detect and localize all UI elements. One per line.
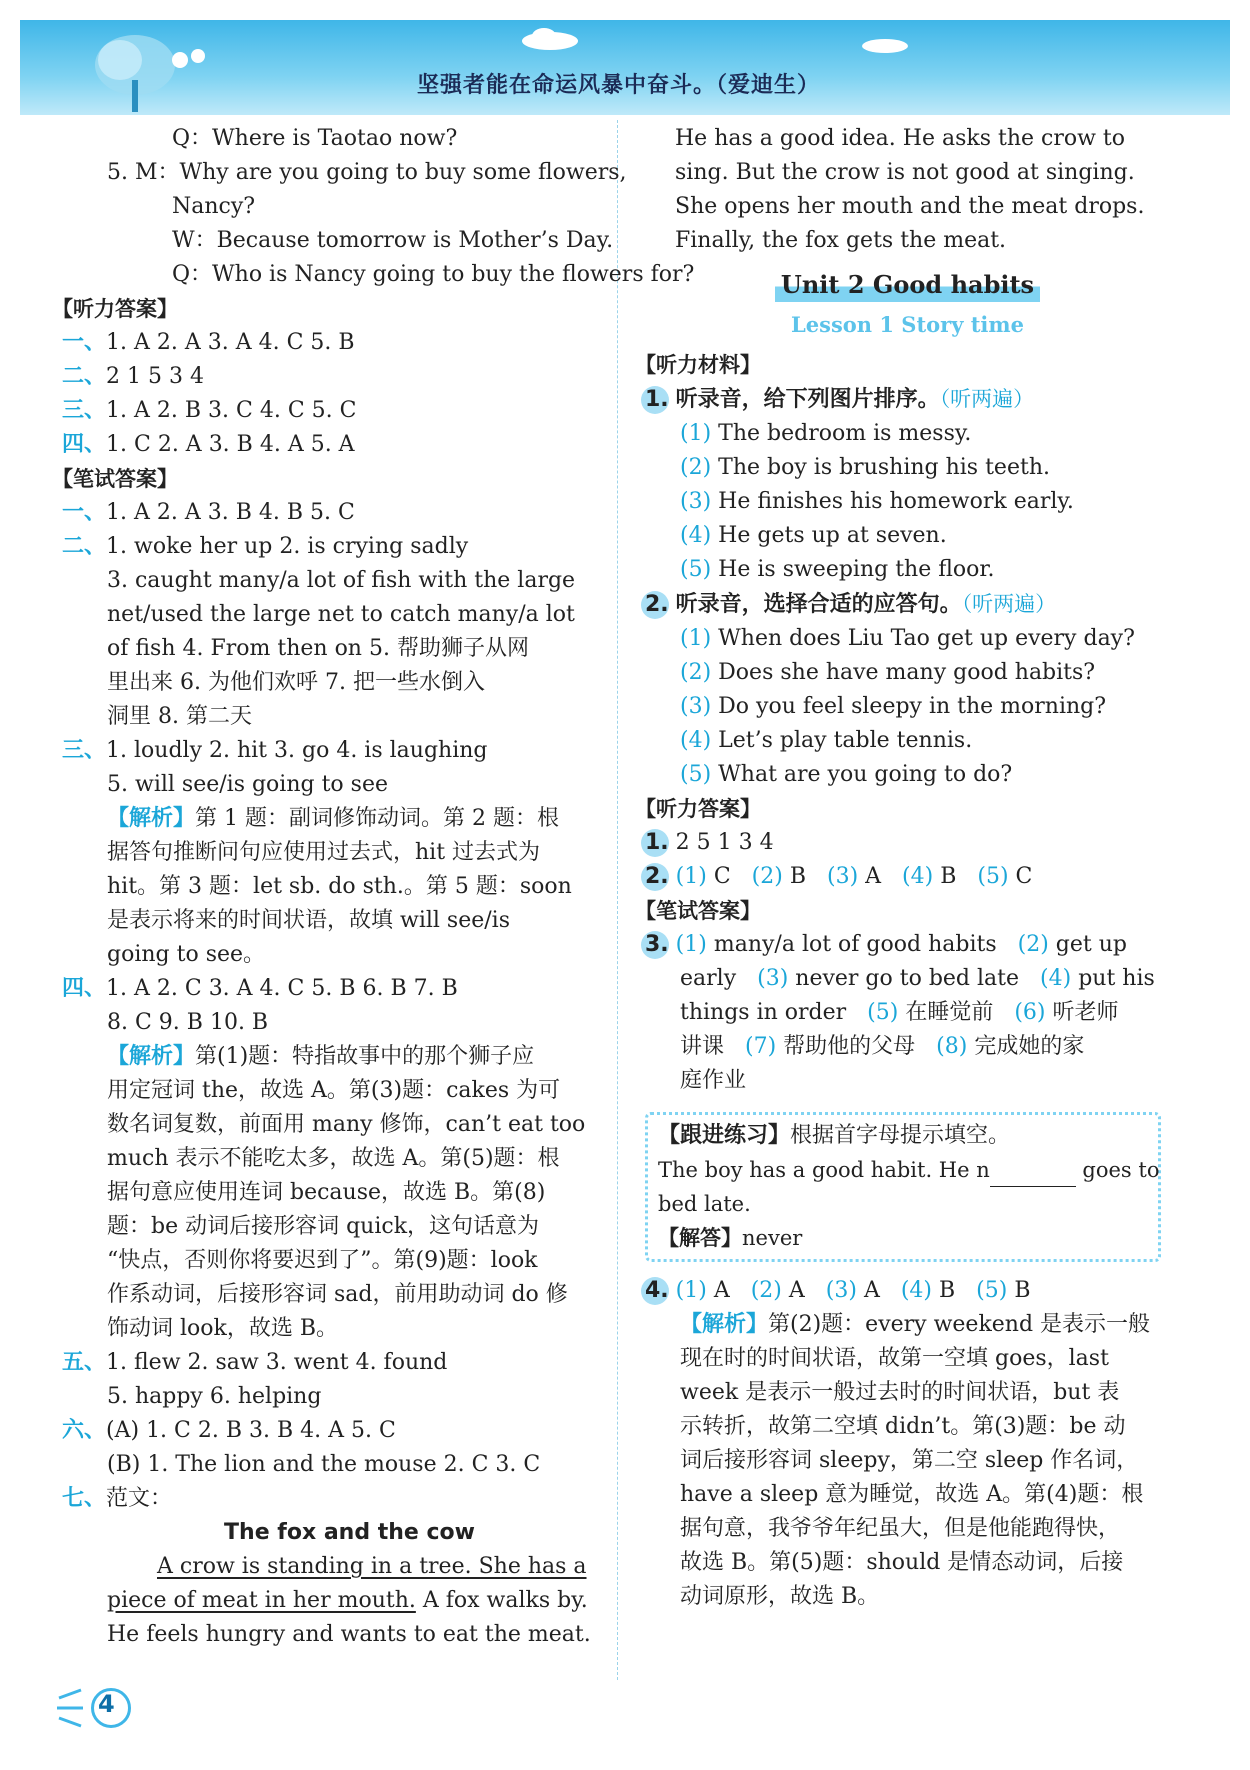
item-number: (5) bbox=[867, 1000, 899, 1025]
section-heading: 【听力材料】 bbox=[635, 353, 761, 377]
item-text: The bedroom is messy. bbox=[718, 421, 972, 446]
item-number: (2) bbox=[750, 1278, 782, 1303]
item-number: (1) bbox=[675, 932, 707, 957]
item-number: (4) bbox=[680, 523, 712, 548]
item-number: (3) bbox=[757, 966, 789, 991]
analysis-text: going to see。 bbox=[107, 942, 266, 967]
answer: things in order bbox=[680, 1000, 847, 1025]
item-text: What are you going to do? bbox=[718, 762, 1013, 787]
answer-line: 1. woke her up 2. is crying sadly bbox=[106, 534, 469, 559]
answer-line: of fish 4. From then on 5. 帮助狮子从网 bbox=[107, 636, 529, 661]
item-number: (8) bbox=[936, 1034, 968, 1059]
practice-question: The boy has a good habit. He n bbox=[658, 1158, 990, 1182]
essay-text: He feels hungry and wants to eat the meat. bbox=[107, 1622, 591, 1647]
page-decoration-icon bbox=[55, 1688, 89, 1728]
analysis-text: 是表示将来的时间状语，故填 will see/is bbox=[107, 908, 510, 933]
essay-text: He has a good idea. He asks the crow to bbox=[675, 126, 1126, 151]
answer-tag: 【解答】 bbox=[658, 1226, 742, 1250]
item-number: (7) bbox=[745, 1034, 777, 1059]
answer-blank bbox=[990, 1162, 1076, 1187]
question-text: 听录音，选择合适的应答句。 bbox=[675, 592, 962, 617]
answer-line: 洞里 8. 第二天 bbox=[107, 704, 252, 729]
essay-text: She opens her mouth and the meat drops. bbox=[675, 194, 1145, 219]
answer: A bbox=[788, 1278, 805, 1303]
item-number: (3) bbox=[680, 694, 712, 719]
analysis-text: 饰动词 look，故选 B。 bbox=[107, 1316, 339, 1341]
cloud-icon bbox=[860, 34, 910, 54]
analysis-text: 据答句推断问句应使用过去式，hit 过去式为 bbox=[107, 840, 541, 865]
item-number: (5) bbox=[680, 557, 712, 582]
answer-line: 1. A 2. A 3. A 4. C 5. B bbox=[106, 330, 355, 355]
item-text: Does she have many good habits? bbox=[718, 660, 1096, 685]
item-text: When does Liu Tao get up every day? bbox=[718, 626, 1135, 651]
analysis-text: 题：be 动词后接形容词 quick，这句话意为 bbox=[107, 1214, 540, 1239]
item-number: (3) bbox=[825, 1278, 857, 1303]
text-line: 5. M：Why are you going to buy some flowers, bbox=[107, 160, 627, 185]
answer-line: 2 1 5 3 4 bbox=[106, 364, 204, 389]
analysis-text: 据句意应使用连词 because，故选 B。第(8) bbox=[107, 1180, 546, 1205]
item-number: (4) bbox=[1040, 966, 1072, 991]
answer-line: (A) 1. C 2. B 3. B 4. A 5. C bbox=[106, 1418, 396, 1443]
answer-line: 1. flew 2. saw 3. went 4. found bbox=[106, 1350, 448, 1375]
section-heading: 【笔试答案】 bbox=[635, 899, 761, 923]
section-heading: 【听力答案】 bbox=[635, 797, 761, 821]
answer: 帮助他的父母 bbox=[783, 1034, 916, 1059]
analysis-tag: 【解析】 bbox=[107, 806, 196, 831]
analysis-text: 数名词复数，前面用 many 修饰，can’t eat too bbox=[107, 1112, 586, 1137]
practice-answer: never bbox=[742, 1226, 803, 1250]
follow-up-practice-box bbox=[645, 1112, 1161, 1262]
essay-text: piece of meat in her mouth. bbox=[107, 1588, 416, 1613]
item-number: (4) bbox=[680, 728, 712, 753]
item-text: He is sweeping the floor. bbox=[718, 557, 995, 582]
text-line: W：Because tomorrow is Mother’s Day. bbox=[172, 228, 614, 253]
item-number: (1) bbox=[675, 864, 707, 889]
analysis-text: 据句意，我爷爷年纪虽大，但是他能跑得快， bbox=[680, 1516, 1121, 1541]
question-note: （听两遍） bbox=[961, 592, 1057, 616]
answer-line: 范文： bbox=[106, 1486, 173, 1511]
essay-text: sing. But the crow is not good at singing. bbox=[675, 160, 1135, 185]
analysis-tag: 【解析】 bbox=[680, 1312, 769, 1337]
answer: A bbox=[713, 1278, 730, 1303]
item-number: (1) bbox=[675, 1278, 707, 1303]
question-note: （听两遍） bbox=[939, 387, 1035, 411]
answer: B bbox=[940, 864, 957, 889]
item-number: (2) bbox=[751, 864, 783, 889]
item-number: (6) bbox=[1014, 1000, 1046, 1025]
practice-instruction: 根据首字母提示填空。 bbox=[790, 1123, 1011, 1148]
analysis-text: have a sleep 意为睡觉，故选 A。第(4)题：根 bbox=[680, 1482, 1144, 1507]
left-column bbox=[52, 122, 695, 1652]
analysis-text: 动词原形，故选 B。 bbox=[680, 1584, 880, 1609]
answer: A bbox=[863, 1278, 880, 1303]
section-tag: 二、 bbox=[62, 364, 107, 389]
section-heading: 【笔试答案】 bbox=[52, 467, 178, 491]
analysis-text: much 表示不能吃太多，故选 A。第(5)题：根 bbox=[107, 1146, 560, 1171]
essay-text: A fox walks by. bbox=[415, 1588, 588, 1613]
question-number: 1. bbox=[645, 826, 669, 860]
question-text: 听录音，给下列图片排序。 bbox=[675, 387, 940, 412]
section-tag: 四、 bbox=[62, 976, 107, 1001]
text-line: Q：Who is Nancy going to buy the flowers for? bbox=[172, 262, 695, 287]
answer-line: 1. A 2. C 3. A 4. C 5. B 6. B 7. B bbox=[106, 976, 458, 1001]
answer-line: 5. happy 6. helping bbox=[107, 1384, 322, 1409]
lesson-title: Lesson 1 Story time bbox=[791, 312, 1024, 337]
question-number: 2. bbox=[645, 860, 669, 894]
answer-line: 1. C 2. A 3. B 4. A 5. A bbox=[106, 432, 355, 457]
header-banner bbox=[20, 20, 1230, 115]
answer: many/a lot of good habits bbox=[713, 932, 997, 957]
answer-line: (B) 1. The lion and the mouse 2. C 3. C bbox=[107, 1452, 541, 1477]
analysis-text: 现在时的时间状语，故第一空填 goes，last bbox=[680, 1346, 1109, 1371]
item-number: (5) bbox=[680, 762, 712, 787]
answer: A bbox=[865, 864, 882, 889]
analysis-text: hit。第 3 题：let sb. do sth.。第 5 题：soon bbox=[107, 874, 572, 899]
item-number: (4) bbox=[902, 864, 934, 889]
analysis-tag: 【解析】 bbox=[107, 1044, 196, 1069]
tree-icon bbox=[90, 30, 210, 115]
right-column bbox=[635, 122, 1170, 1614]
item-number: (5) bbox=[976, 1278, 1008, 1303]
item-number: (1) bbox=[680, 626, 712, 651]
section-tag: 七、 bbox=[62, 1486, 107, 1511]
essay-text: A crow is standing in a tree. She has a bbox=[157, 1554, 587, 1579]
question-number: 2. bbox=[645, 588, 669, 622]
section-tag: 一、 bbox=[62, 330, 107, 355]
answer-line: 里出来 6. 为他们欢呼 7. 把一些水倒入 bbox=[107, 670, 485, 695]
section-tag: 一、 bbox=[62, 500, 107, 525]
answer-line: 1. A 2. A 3. B 4. B 5. C bbox=[106, 500, 355, 525]
analysis-text: week 是表示一般过去时的时间状语，but 表 bbox=[680, 1380, 1120, 1405]
practice-tag: 【跟进练习】 bbox=[658, 1123, 791, 1148]
analysis-text: 词后接形容词 sleepy，第二空 sleep 作名词， bbox=[680, 1448, 1139, 1473]
answer: 完成她的家 bbox=[974, 1034, 1085, 1059]
motto: 坚强者能在命运风暴中奋斗。（爱迪生） bbox=[416, 73, 820, 98]
section-tag: 四、 bbox=[62, 432, 107, 457]
answer-line: 1. A 2. B 3. C 4. C 5. C bbox=[106, 398, 357, 423]
text-line: Q：Where is Taotao now? bbox=[172, 126, 458, 151]
section-tag: 五、 bbox=[62, 1350, 107, 1375]
page-number: 4 bbox=[98, 1690, 115, 1718]
item-text: The boy is brushing his teeth. bbox=[718, 455, 1050, 480]
section-tag: 六、 bbox=[62, 1418, 107, 1443]
answer: get up bbox=[1055, 932, 1127, 957]
answer-line: 1. loudly 2. hit 3. go 4. is laughing bbox=[106, 738, 488, 763]
question-number: 4. bbox=[645, 1274, 669, 1308]
answer: C bbox=[713, 864, 731, 889]
item-number: (3) bbox=[680, 489, 712, 514]
column-divider bbox=[617, 120, 618, 1680]
answer-line: 5. will see/is going to see bbox=[107, 772, 388, 797]
unit-title: Unit 2 Good habits bbox=[775, 268, 1040, 302]
item-text: He gets up at seven. bbox=[718, 523, 947, 548]
answer: never go to bed late bbox=[795, 966, 1020, 991]
item-number: (5) bbox=[977, 864, 1009, 889]
answer-line: net/used the large net to catch many/a lot bbox=[107, 602, 575, 627]
question-number: 1. bbox=[645, 383, 669, 417]
analysis-text: 故选 B。第(5)题：should 是情态动词，后接 bbox=[680, 1550, 1124, 1575]
question-number: 3. bbox=[645, 928, 669, 962]
item-number: (2) bbox=[680, 455, 712, 480]
practice-question: bed late. bbox=[658, 1192, 751, 1216]
analysis-text: 第(1)题：特指故事中的那个狮子应 bbox=[195, 1044, 535, 1069]
answer: B bbox=[938, 1278, 956, 1303]
analysis-text: 用定冠词 the，故选 A。第(3)题：cakes 为可 bbox=[107, 1078, 561, 1103]
item-number: (4) bbox=[900, 1278, 932, 1303]
item-number: (2) bbox=[680, 660, 712, 685]
section-tag: 三、 bbox=[62, 398, 107, 423]
section-tag: 二、 bbox=[62, 534, 107, 559]
answer-line: 3. caught many/a lot of fish with the large bbox=[107, 568, 576, 593]
answer: 在睡觉前 bbox=[905, 1000, 994, 1025]
analysis-text: 示转折，故第二空填 didn’t。第(3)题：be 动 bbox=[680, 1414, 1126, 1439]
answer: 听老师 bbox=[1052, 1000, 1119, 1025]
answer: 庭作业 bbox=[680, 1068, 747, 1093]
answer: 讲课 bbox=[680, 1034, 725, 1059]
text-line: Nancy? bbox=[172, 194, 256, 219]
answer-line: 8. C 9. B 10. B bbox=[107, 1010, 269, 1035]
section-heading: 【听力答案】 bbox=[52, 297, 178, 321]
analysis-text: 作系动词，后接形容词 sad，前用助动词 do 修 bbox=[107, 1282, 568, 1307]
answer: put his bbox=[1078, 966, 1155, 991]
practice-question: goes to bbox=[1082, 1158, 1160, 1182]
answer: early bbox=[680, 966, 737, 991]
item-text: Do you feel sleepy in the morning? bbox=[718, 694, 1107, 719]
answer-line: 2 5 1 3 4 bbox=[675, 830, 774, 855]
essay-text: Finally, the fox gets the meat. bbox=[675, 228, 1007, 253]
analysis-text: “快点，否则你将要迟到了”。第(9)题：look bbox=[107, 1248, 538, 1273]
item-number: (3) bbox=[827, 864, 859, 889]
cloud-icon bbox=[520, 26, 580, 52]
essay-title: The fox and the cow bbox=[224, 1520, 475, 1545]
answer: B bbox=[789, 864, 807, 889]
item-text: Let’s play table tennis. bbox=[718, 728, 973, 753]
analysis-text: 第(2)题：every weekend 是表示一般 bbox=[768, 1312, 1151, 1337]
item-number: (2) bbox=[1017, 932, 1049, 957]
item-number: (1) bbox=[680, 421, 712, 446]
item-text: He finishes his homework early. bbox=[718, 489, 1074, 514]
analysis-text: 第 1 题：副词修饰动词。第 2 题：根 bbox=[195, 806, 559, 831]
answer: B bbox=[1014, 1278, 1031, 1303]
section-tag: 三、 bbox=[62, 738, 107, 763]
answer: C bbox=[1015, 864, 1033, 889]
